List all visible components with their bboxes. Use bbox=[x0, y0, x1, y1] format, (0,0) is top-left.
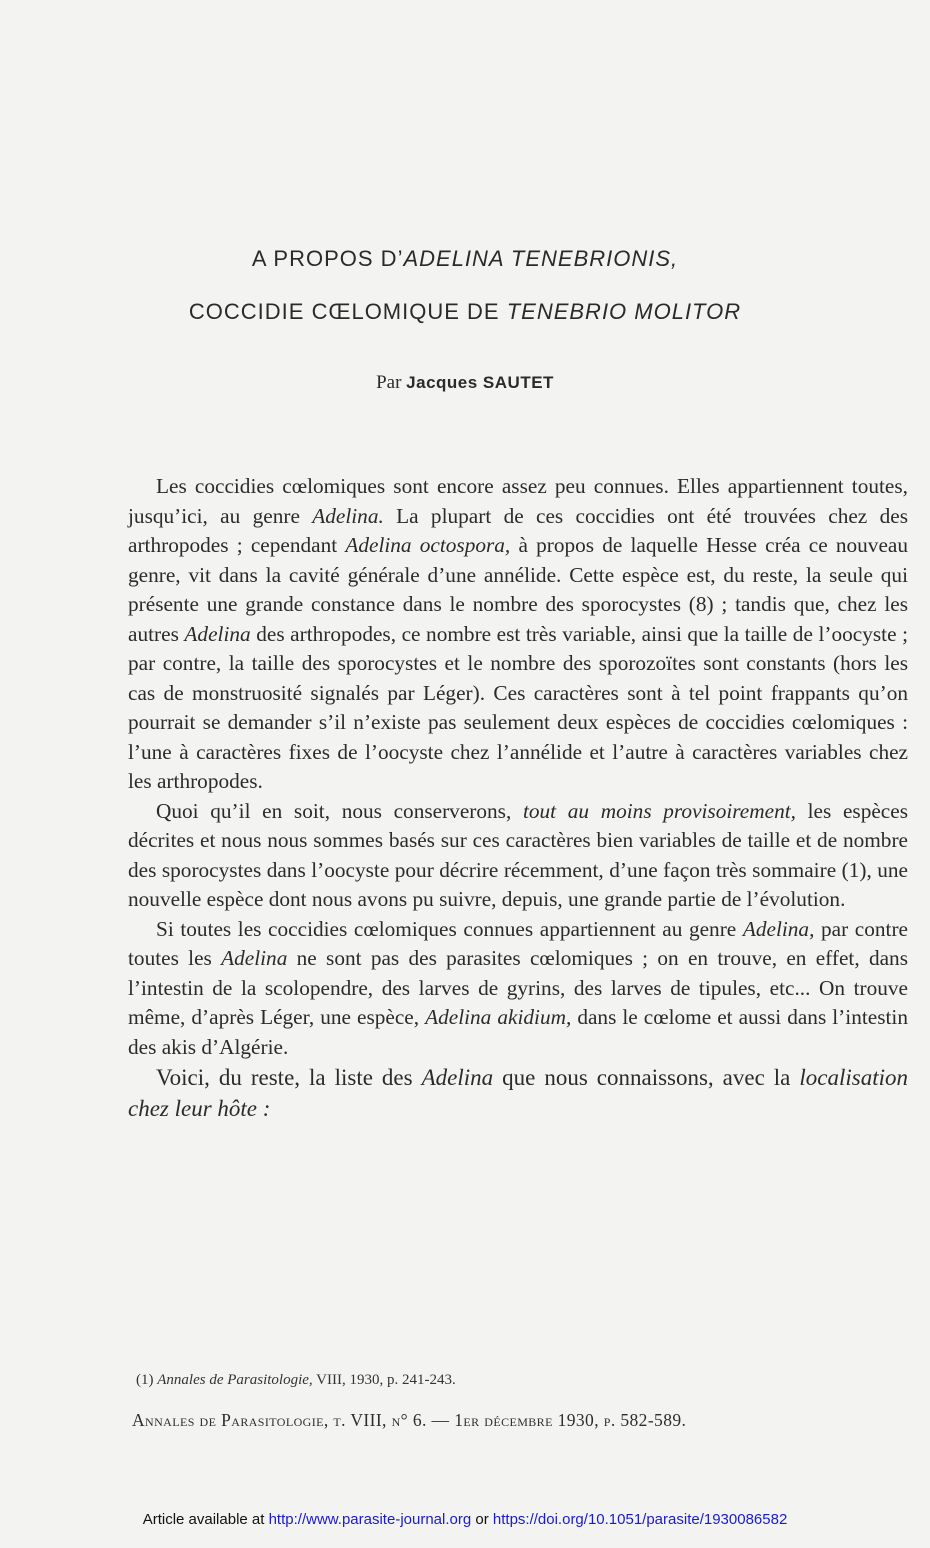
italic-run: Adelina bbox=[421, 1065, 494, 1090]
title-line1-prefix: A PROPOS D’ bbox=[251, 246, 404, 271]
italic-run: Adelina bbox=[184, 621, 251, 646]
title-line1-italic: ADELINA TENEBRIONIS, bbox=[403, 246, 679, 271]
author-line bbox=[0, 372, 930, 394]
text-run: Quoi qu’il en soit, nous conserverons, bbox=[156, 798, 523, 823]
text-run: que nous connaissons, avec la bbox=[493, 1065, 800, 1090]
journal-citation-line: Annales de Parasitologie, t. VIII, n° 6. — 1er décembre 1930, p. 582-589. bbox=[132, 1410, 687, 1430]
article-title-line-1 bbox=[0, 246, 930, 272]
footnote-prefix: (1) bbox=[136, 1372, 158, 1388]
author-prefix: Par bbox=[376, 372, 407, 393]
footnote-journal: Annales de Parasitologie, bbox=[157, 1372, 313, 1388]
author-name: Jacques SAUTET bbox=[406, 373, 554, 392]
italic-run: localisation chez leur hôte : bbox=[128, 1065, 909, 1121]
italic-run: Adelina, bbox=[742, 916, 815, 941]
italic-run: Adelina. bbox=[312, 503, 384, 528]
footnote bbox=[136, 1372, 456, 1389]
article-title-line-2 bbox=[0, 299, 930, 325]
paragraph bbox=[128, 472, 908, 797]
text-run: La plupart de ces coccidies ont été trouvées chez des arthropodes ; cependant bbox=[128, 503, 908, 557]
text-run: des arthropodes, ce nombre est très variable, ainsi que la taille de l’oocyste ; par contre, la taille des sporocystes et le nombre des sporozoïtes sont constants (hors les cas de monstruosité signalés par Léger). Ces caractères sont à tel point frappants qu’on pourrait se demander s’il n’existe pas seulement deux espèces de coccidies cœlomiques : l’une à caractères fixes de l’oocyste chez l’annélide et l’autre à caractères variables chez les arthropodes. bbox=[128, 621, 908, 793]
italic-run: Adelina octospora, bbox=[345, 533, 511, 557]
italic-run: Adelina bbox=[221, 946, 288, 970]
italic-run: tout au moins provisoirement, bbox=[522, 798, 796, 823]
title-line2-prefix: COCCIDIE CŒLOMIQUE DE bbox=[188, 299, 507, 324]
doi-link[interactable]: https://doi.org/10.1051/parasite/1930086582 bbox=[492, 1511, 788, 1528]
article-prefix: Article available at bbox=[142, 1511, 269, 1528]
text-run: Si toutes les coccidies cœlomiques connues appartiennent au genre bbox=[156, 916, 743, 941]
article-availability-line bbox=[0, 1511, 930, 1528]
italic-run: Adelina akidium, bbox=[425, 1005, 572, 1029]
text-run: Les coccidies cœlomiques sont encore assez peu connues. Elles appartiennent toutes, jusqu’ici, au genre bbox=[128, 474, 908, 528]
paragraph bbox=[128, 1062, 908, 1124]
text-run: à propos de laquelle Hesse créa ce nouveau genre, vit dans la cavité générale d’une annélide. Cette espèce est, du reste, la seule qui présente une grande constance dans le nombre des sporocystes (8) ; tandis que, chez les autres bbox=[128, 533, 909, 646]
journal-link[interactable]: http://www.parasite-journal.org bbox=[268, 1511, 472, 1528]
text-run: les espèces décrites et nous nous sommes basés sur ces caractères bien variables de taille et de nombre des sporocystes dans l’oocyste pour décrire récemment, d’une façon très sommaire (1), une nouvelle espèce dont nous avons pu suivre, depuis, une grande partie de l’évolution. bbox=[128, 798, 908, 911]
footnote-rest: VIII, 1930, p. 241-243. bbox=[312, 1372, 456, 1388]
text-run: dans le cœlome et aussi dans l’intestin des akis d’Algérie. bbox=[128, 1005, 908, 1059]
paragraph bbox=[128, 915, 908, 1063]
paragraph bbox=[128, 797, 908, 915]
title-line2-italic: TENEBRIO MOLITOR bbox=[506, 299, 742, 324]
body-text bbox=[128, 472, 908, 1124]
text-run: par contre toutes les bbox=[128, 916, 908, 970]
text-run: ne sont pas des parasites cœlomiques ; on en trouve, en effet, dans l’intestin de la scolopendre, des larves de gyrins, des larves de tipules, etc... On trouve même, d’après Léger, une espèce, bbox=[128, 946, 908, 1029]
text-run: Voici, du reste, la liste des bbox=[156, 1065, 422, 1090]
article-middle: or bbox=[471, 1511, 493, 1528]
